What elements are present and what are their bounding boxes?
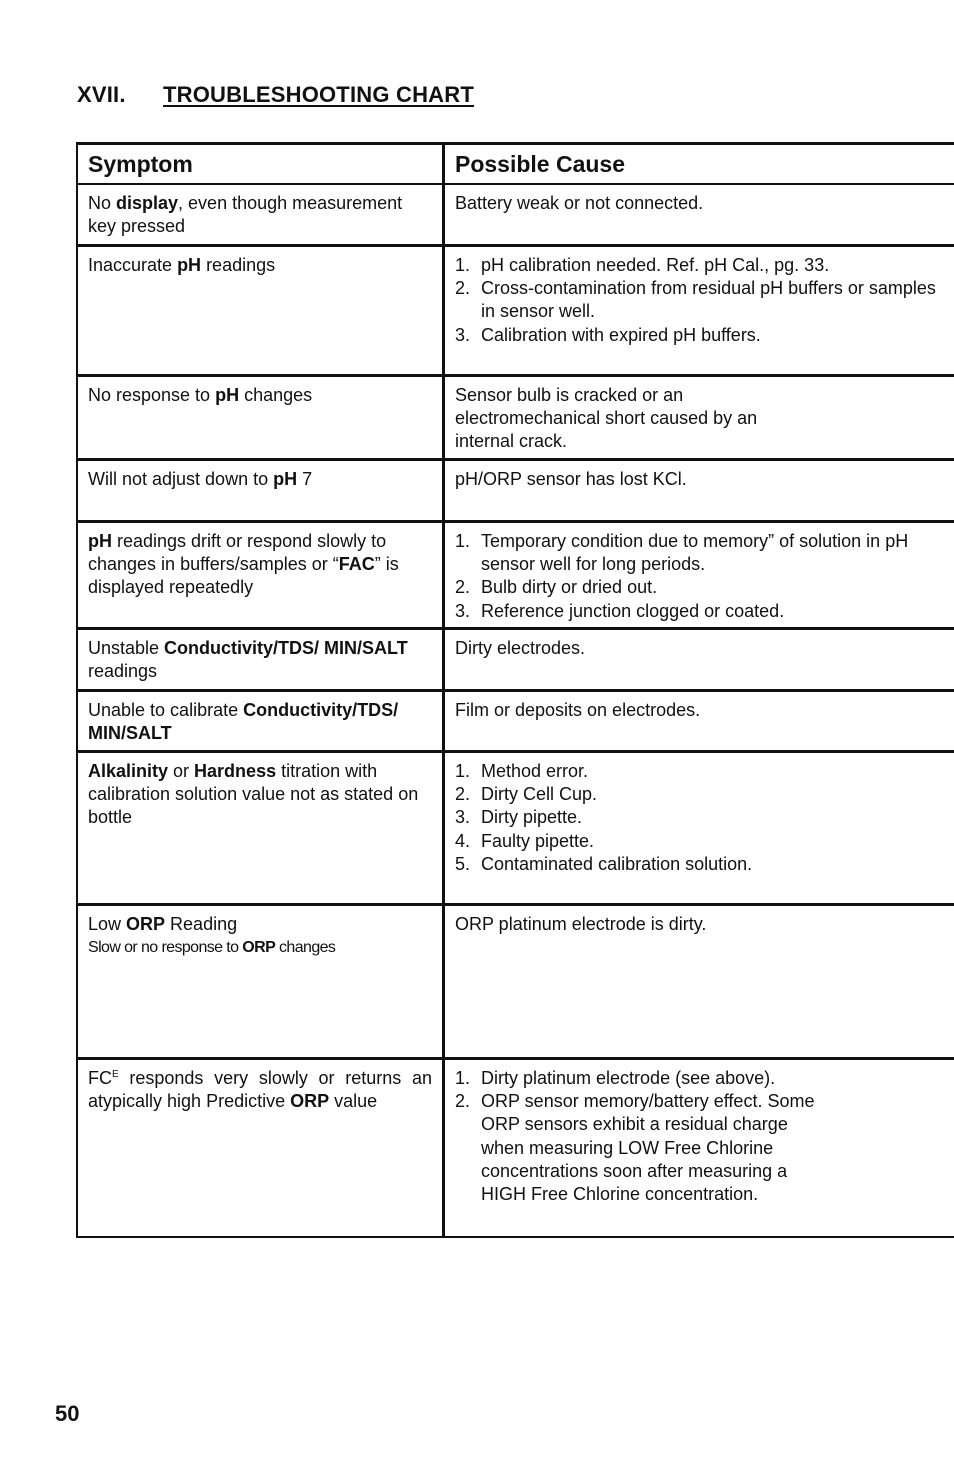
table-row: [76, 377, 954, 461]
cause-cell: Battery weak or not connected.: [455, 193, 704, 213]
cause-cell: [445, 1060, 954, 1236]
table-row: [76, 461, 954, 523]
table-row: [76, 1060, 954, 1238]
symptom-cell: Unstable Conductivity/TDS/ MIN/SALT readings: [76, 630, 445, 689]
list-item: 2. Bulb dirty or dried out.: [455, 577, 658, 598]
troubleshooting-table: [76, 142, 954, 1238]
section-title: TROUBLESHOOTING CHART: [163, 82, 474, 107]
cause-list: [455, 1067, 944, 1206]
symptom-cell: Alkalinity or Hardness titration with calibration solution value not as stated on bottle: [76, 753, 445, 903]
cause-cell: [445, 523, 954, 627]
cause-cell: [445, 247, 954, 374]
cause-cell: Film or deposits on electrodes.: [455, 700, 701, 720]
section-heading: [77, 82, 474, 108]
list-item: 1. Temporary condition due to memory” of solution in pH sensor well for long periods.: [455, 531, 909, 575]
page-number: 50: [55, 1401, 80, 1426]
list-item: 1. Dirty platinum electrode (see above).: [455, 1068, 776, 1088]
table-row: [76, 185, 954, 247]
cause-list: [455, 530, 944, 623]
list-item: 4. Faulty pipette.: [455, 830, 595, 851]
symptom-header: Symptom: [76, 145, 445, 183]
list-item: 2. Dirty Cell Cup.: [455, 784, 598, 805]
list-item: 2. ORP sensor memory/battery effect. Some ORP sensors exhibit a residual charge when measuring LOW Free Chlorine concentrations soon after measuring a HIGH Free Chlorine concentration.: [455, 1091, 815, 1205]
list-item: 2. Cross-contamination from residual pH buffers or samples in sensor well.: [455, 278, 936, 322]
cause-cell: pH/ORP sensor has lost KCl.: [455, 469, 687, 489]
cause-header: Possible Cause: [455, 151, 626, 177]
symptom-cell: Inaccurate pH readings: [76, 247, 445, 374]
symptom-cell: No display, even though measurement key pressed: [76, 185, 445, 244]
cause-list: [455, 254, 944, 347]
list-item: 3. Reference junction clogged or coated.: [455, 600, 785, 621]
symptom-cell: Low ORP Reading Slow or no response to ORP changes: [76, 906, 445, 1057]
list-item: 1. pH calibration needed. Ref. pH Cal., pg. 33.: [455, 255, 830, 275]
symptom-cell: $FC^E$ responds very slowly or returns an atypically high Predictive ORP value: [76, 1060, 445, 1236]
section-number: XVII.: [77, 82, 126, 107]
table-row: [76, 692, 954, 753]
table-row: [76, 247, 954, 377]
list-item: 3. Calibration with expired pH buffers.: [455, 324, 761, 345]
symptom-cell: pH readings drift or respond slowly to changes in buffers/samples or “FAC” is displayed repeatedly: [76, 523, 445, 627]
table-row: [76, 523, 954, 630]
table-header-row: [76, 145, 954, 185]
table-row: [76, 753, 954, 906]
cause-cell: ORP platinum electrode is dirty.: [455, 914, 707, 934]
cause-cell: Dirty electrodes.: [455, 638, 586, 658]
list-item: 5. Contaminated calibration solution.: [455, 853, 753, 874]
symptom-cell: Will not adjust down to pH 7: [76, 461, 445, 520]
table-row: [76, 630, 954, 692]
cause-cell: [445, 753, 954, 903]
symptom-cell: No response to pH changes: [76, 377, 445, 458]
list-item: 1. Method error.: [455, 761, 589, 781]
symptom-cell: Unable to calibrate Conductivity/TDS/ MIN/SALT: [76, 692, 445, 750]
cause-list: [455, 760, 944, 876]
table-row: [76, 906, 954, 1060]
list-item: 3. Dirty pipette.: [455, 807, 583, 828]
cause-cell: Sensor bulb is cracked or an electromechanical short caused by an internal crack.: [455, 385, 758, 452]
